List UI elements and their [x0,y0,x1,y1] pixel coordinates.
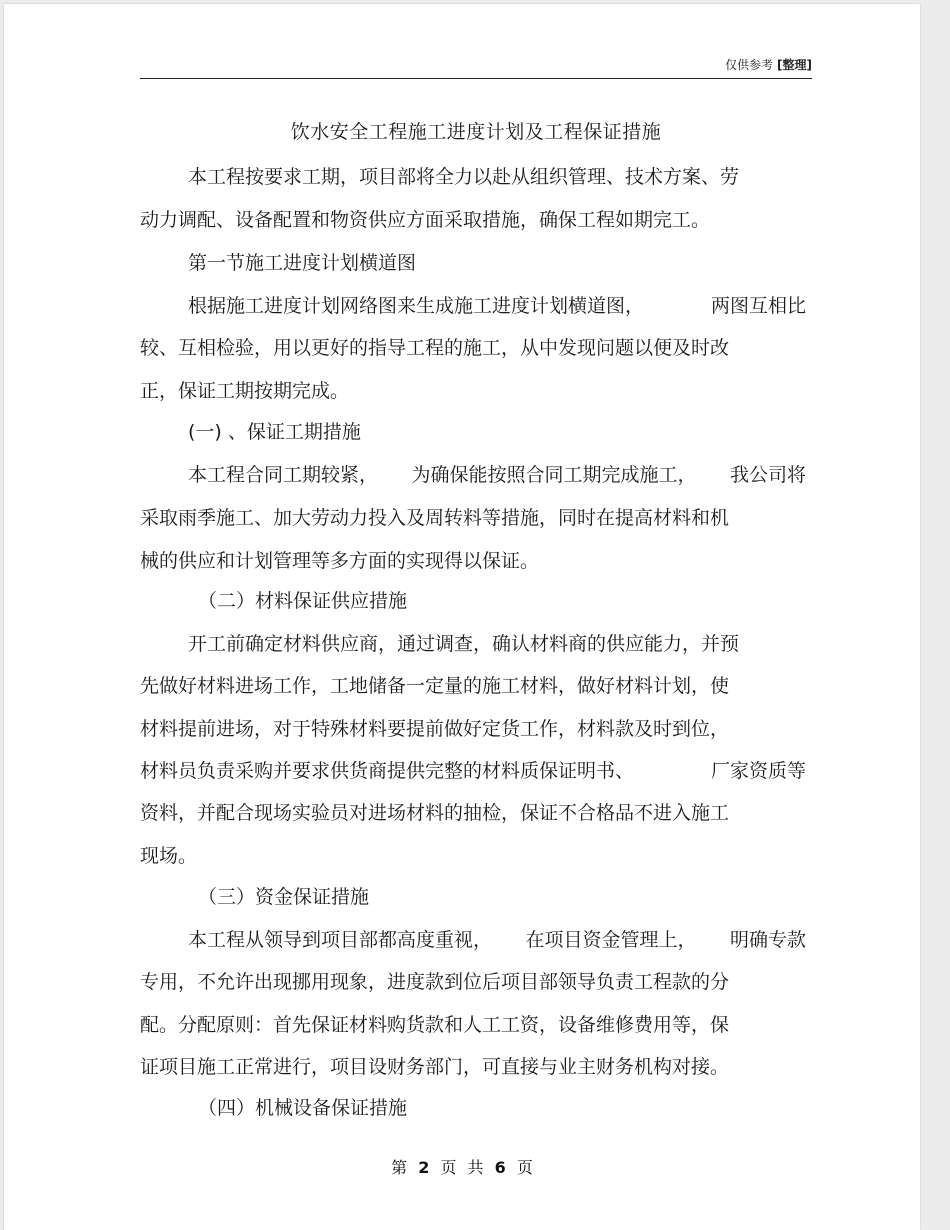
section-heading: 第一节施工进度计划横道图 [188,252,417,274]
page-header [140,54,812,76]
section-heading: （二）材料保证供应措施 [198,590,408,612]
paragraph-line: 采取雨季施工、加大劳动力投入及周转料等措施，同时在提高材料和机 [140,507,730,529]
header-note: 仅供参考 [725,58,774,72]
text-segment: 为确保能按照合同工期完成施工， [411,464,697,486]
footer-suffix: 页 [516,1158,533,1177]
text-segment: 我公司将 [729,464,806,486]
paragraph-line: 材料提前进场，对于特殊材料要提前做好定货工作，材料款及时到位， [140,718,730,740]
paragraph-line: 先做好材料进场工作，工地储备一定量的施工材料，做好材料计划，使 [140,675,730,697]
document-title: 饮水安全工程施工进度计划及工程保证措施 [290,121,662,143]
paragraph-line: 械的供应和计划管理等多方面的实现得以保证。 [140,550,540,572]
paragraph-line: 正，保证工期按期完成。 [140,380,350,402]
text-segment: 材料员负责采购并要求供货商提供完整的材料质保证明书、 [140,760,635,782]
paragraph-line: 开工前确定材料供应商，通过调查，确认材料商的供应能力，并预 [188,633,740,655]
paragraph-line [188,460,806,490]
paragraph-line [140,756,806,786]
text-segment: 厂家资质等 [710,760,806,782]
text-segment: 本工程从领导到项目部都高度重视， [188,929,493,951]
paragraph-line: 现场。 [140,845,198,867]
section-heading: (一) 、保证工期措施 [188,421,361,443]
text-segment: 两图互相比 [710,295,806,317]
total-page-count: 6 [494,1158,506,1177]
section-heading: （四）机械设备保证措施 [198,1097,408,1119]
paragraph-line: 证项目施工正常进行，项目设财务部门，可直接与业主财务机构对接。 [140,1056,730,1078]
text-segment: 本工程合同工期较紧， [188,464,379,486]
text-segment: 在项目资金管理上， [525,929,697,951]
paragraph-line: 配。分配原则：首先保证材料购货款和人工工资，设备维修费用等，保 [140,1014,730,1036]
paragraph-line: 本工程按要求工期，项目部将全力以赴从组织管理、技术方案、劳 [188,166,740,188]
paragraph-line: 专用，不允许出现挪用现象，进度款到位后项目部领导负责工程款的分 [140,971,730,993]
current-page-number: 2 [418,1158,430,1177]
document-page [4,4,920,1230]
paragraph-line [188,291,806,321]
paragraph-line: 动力调配、设备配置和物资供应方面采取措施，确保工程如期完工。 [140,209,711,231]
text-segment: 根据施工进度计划网络图来生成施工进度计划横道图， [188,295,645,317]
section-heading: （三）资金保证措施 [198,886,370,908]
footer-prefix: 第 [391,1158,408,1177]
paragraph-line [188,925,806,955]
header-divider [140,78,812,79]
page-footer [4,1156,920,1180]
text-segment: 明确专款 [729,929,806,951]
paragraph-line: 资料，并配合现场实验员对进场材料的抽检，保证不合格品不进入施工 [140,802,730,824]
paragraph-line: 较、互相检验，用以更好的指导工程的施工，从中发现问题以便及时改 [140,337,730,359]
header-tag: [整理] [777,58,812,72]
footer-middle: 页 共 [440,1158,484,1177]
